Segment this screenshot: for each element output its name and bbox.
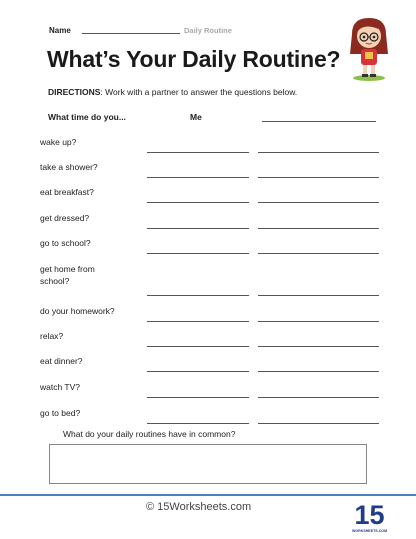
partner-answer-line[interactable] [258, 177, 379, 178]
logo-text: WORKSHEETS.COM [351, 529, 388, 533]
directions-label: DIRECTIONS [48, 87, 101, 97]
me-answer-line[interactable] [147, 423, 249, 424]
me-answer-line[interactable] [147, 371, 249, 372]
name-field-line[interactable] [82, 33, 180, 34]
me-answer-line[interactable] [147, 152, 249, 153]
directions [48, 87, 297, 97]
directions-text: : Work with a partner to answer the questions below. [100, 87, 298, 97]
common-question: What do your daily routines have in common? [63, 429, 236, 439]
partner-answer-line[interactable] [258, 152, 379, 153]
partner-answer-line[interactable] [258, 397, 379, 398]
me-answer-line[interactable] [147, 346, 249, 347]
partner-answer-line[interactable] [258, 346, 379, 347]
footer-divider [0, 494, 416, 496]
question-label: go to bed? [40, 408, 81, 418]
partner-answer-line[interactable] [258, 202, 379, 203]
me-answer-line[interactable] [147, 295, 249, 296]
15worksheets-logo-icon [351, 497, 388, 535]
partner-answer-line[interactable] [258, 371, 379, 372]
me-answer-line[interactable] [147, 202, 249, 203]
question-label: get home from school? [40, 264, 95, 286]
partner-answer-line[interactable] [258, 423, 379, 424]
me-column-header: Me [190, 112, 202, 122]
me-answer-line[interactable] [147, 177, 249, 178]
page-title: What’s Your Daily Routine? [47, 46, 341, 72]
partner-answer-line[interactable] [258, 295, 379, 296]
me-answer-line[interactable] [147, 321, 249, 322]
me-answer-line[interactable] [147, 228, 249, 229]
question-label: get dressed? [40, 213, 90, 223]
me-answer-line[interactable] [147, 397, 249, 398]
question-label: take a shower? [40, 162, 98, 172]
student-avatar-icon [344, 14, 394, 82]
name-label: Name [49, 26, 71, 35]
common-answer-box[interactable] [49, 444, 367, 484]
me-answer-line[interactable] [147, 253, 249, 254]
partner-answer-line[interactable] [258, 253, 379, 254]
question-label: eat breakfast? [40, 187, 94, 197]
question-column-header: What time do you... [48, 112, 126, 122]
question-label: relax? [40, 331, 64, 341]
question-label: go to school? [40, 238, 91, 248]
worksheet-subtitle: Daily Routine [184, 26, 232, 35]
question-label: wake up? [40, 137, 77, 147]
partner-name-line[interactable] [262, 121, 376, 122]
question-label: eat dinner? [40, 356, 83, 366]
partner-answer-line[interactable] [258, 228, 379, 229]
question-label: do your homework? [40, 306, 115, 316]
question-label: watch TV? [40, 382, 81, 392]
footer-copyright: © 15Worksheets.com [146, 501, 252, 513]
logo-number: 15 [354, 500, 385, 530]
partner-answer-line[interactable] [258, 321, 379, 322]
